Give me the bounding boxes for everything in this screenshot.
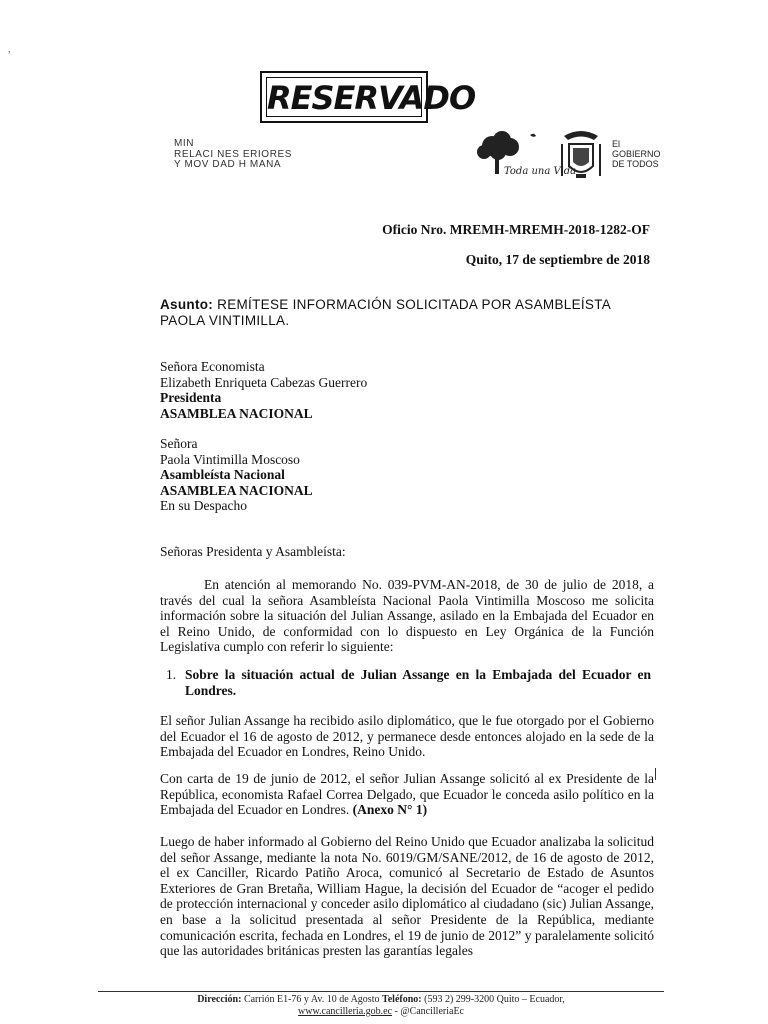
annex-reference: (Anexo N° 1) — [352, 802, 428, 818]
recipient-role: Asambleísta Nacional — [160, 467, 285, 483]
gobierno-line: El — [612, 139, 621, 149]
footer-divider — [98, 991, 664, 992]
recipient-1 — [160, 359, 654, 421]
toda-una-vida-logo-icon — [470, 130, 577, 185]
gobierno-line: GOBIERNO — [612, 149, 661, 159]
paragraph-1: El señor Julian Assange ha recibido asilo diplomático, que le fue otorgado por el Gobierno del Ecuador el 16 de agosto de 2012, y permanece desde entonces alojado en la sede de la Embajada del Ecuador en Londres, Reino Unido. — [160, 713, 654, 760]
ministry-line: RELACI NES ERIORES — [174, 148, 293, 160]
recipient-title: Señora Economista — [160, 359, 265, 374]
tree-caption: Toda una Vida — [504, 166, 577, 177]
ministry-line: MIN — [174, 138, 195, 149]
intro-paragraph: En atención al memorando No. 039-PVM-AN-2018, de 30 de julio de 2018, a través del cual la señora Asambleísta Nacional Paola Vintimilla Moscoso me solicita información sobre la situación del Julian Assange, asilado en la Embajada del Ecuador en el Reino Unido, de conformidad con lo dispuesto en Ley Orgánica de la Función Legislativa cumplo con referir lo siguiente: — [160, 577, 654, 655]
recipient-name: Paola Vintimilla Moscoso — [160, 451, 300, 467]
gobierno-logo-text — [612, 139, 661, 169]
gobierno-line: DE TODOS — [612, 159, 659, 169]
stamp-text: RESERVADO — [267, 79, 476, 117]
asunto-label: Asunto: — [160, 297, 214, 312]
asunto-text: REMÍTESE INFORMACIÓN SOLICITADA POR ASAMBLEÍSTA PAOLA VINTIMILLA. — [160, 297, 611, 328]
footer-social: - @CancilleriaEc — [394, 1006, 464, 1017]
footer-web — [98, 1006, 664, 1017]
section-number: 1. — [166, 667, 177, 682]
footer-dir-text: Carrión E1-76 y Av. 10 de Agosto — [243, 994, 380, 1005]
asunto — [160, 297, 654, 328]
salutation: Señoras Presidenta y Asambleísta: — [160, 544, 346, 559]
paragraph-2-text: Con carta de 19 de junio de 2012, el señor Julian Assange solicitó al ex Presidente de la República, economista Rafael Correa Delgado, que Ecuador le conceda asilo político en la Embajada del Ecuador en Londres. — [160, 771, 654, 818]
footer-address — [98, 994, 664, 1005]
section-title: Sobre la situación actual de Julian Assange en la Embajada del Ecuador en Londres. — [185, 667, 651, 698]
recipient-office: En su Despacho — [160, 498, 247, 514]
scan-mark: , — [8, 44, 11, 55]
footer-dir-label: Dirección: — [197, 994, 242, 1005]
recipient-name: Elizabeth Enriqueta Cabezas Guerrero — [160, 374, 368, 390]
ministry-logo-text — [174, 139, 292, 171]
footer-website-link[interactable]: www.cancilleria.gob.ec — [298, 1006, 393, 1017]
footer-tel-label: Teléfono: — [381, 994, 422, 1005]
ministry-line: Y MOV DAD H MANA — [174, 159, 282, 170]
letter-date: Quito, 17 de septiembre de 2018 — [465, 252, 650, 267]
recipient-org: ASAMBLEA NACIONAL — [160, 482, 313, 498]
margin-mark — [655, 768, 656, 780]
reservado-stamp — [260, 71, 476, 123]
recipient-title: Señora — [160, 436, 198, 451]
recipient-2 — [160, 436, 654, 514]
recipient-org: ASAMBLEA NACIONAL — [160, 405, 313, 421]
paragraph-2 — [160, 771, 654, 818]
paragraph-3: Luego de haber informado al Gobierno del Reino Unido que Ecuador analizaba la solicitud del señor Assange, mediante la nota No. 6019/GM/SANE/2012, de 16 de agosto de 2012, el ex Canciller, Ricardo Patiño Aroca, comunicó al Secretario de Estado de Asuntos Exteriores de Gran Bretaña, William Hague, la decisión del Ecuador de “acoger el pedido de protección internacional y conceder asilo diplomático al ciudadano (sic) Julian Assange, en base a la solicitud presentada al señor Presidente de la República, mediante comunicación escrita, fechada en Londres, el 19 de junio de 2012” y paralelamente solicitó que las autoridades británicas presten las garantías legales — [160, 834, 654, 959]
oficio-number: Oficio Nro. MREMH-MREMH-2018-1282-OF — [382, 222, 650, 237]
ecuador-coat-of-arms-icon — [556, 130, 606, 185]
recipient-role: Presidenta — [160, 390, 222, 406]
footer-tel-text: (593 2) 299-3200 Quito – Ecuador, — [424, 994, 565, 1005]
